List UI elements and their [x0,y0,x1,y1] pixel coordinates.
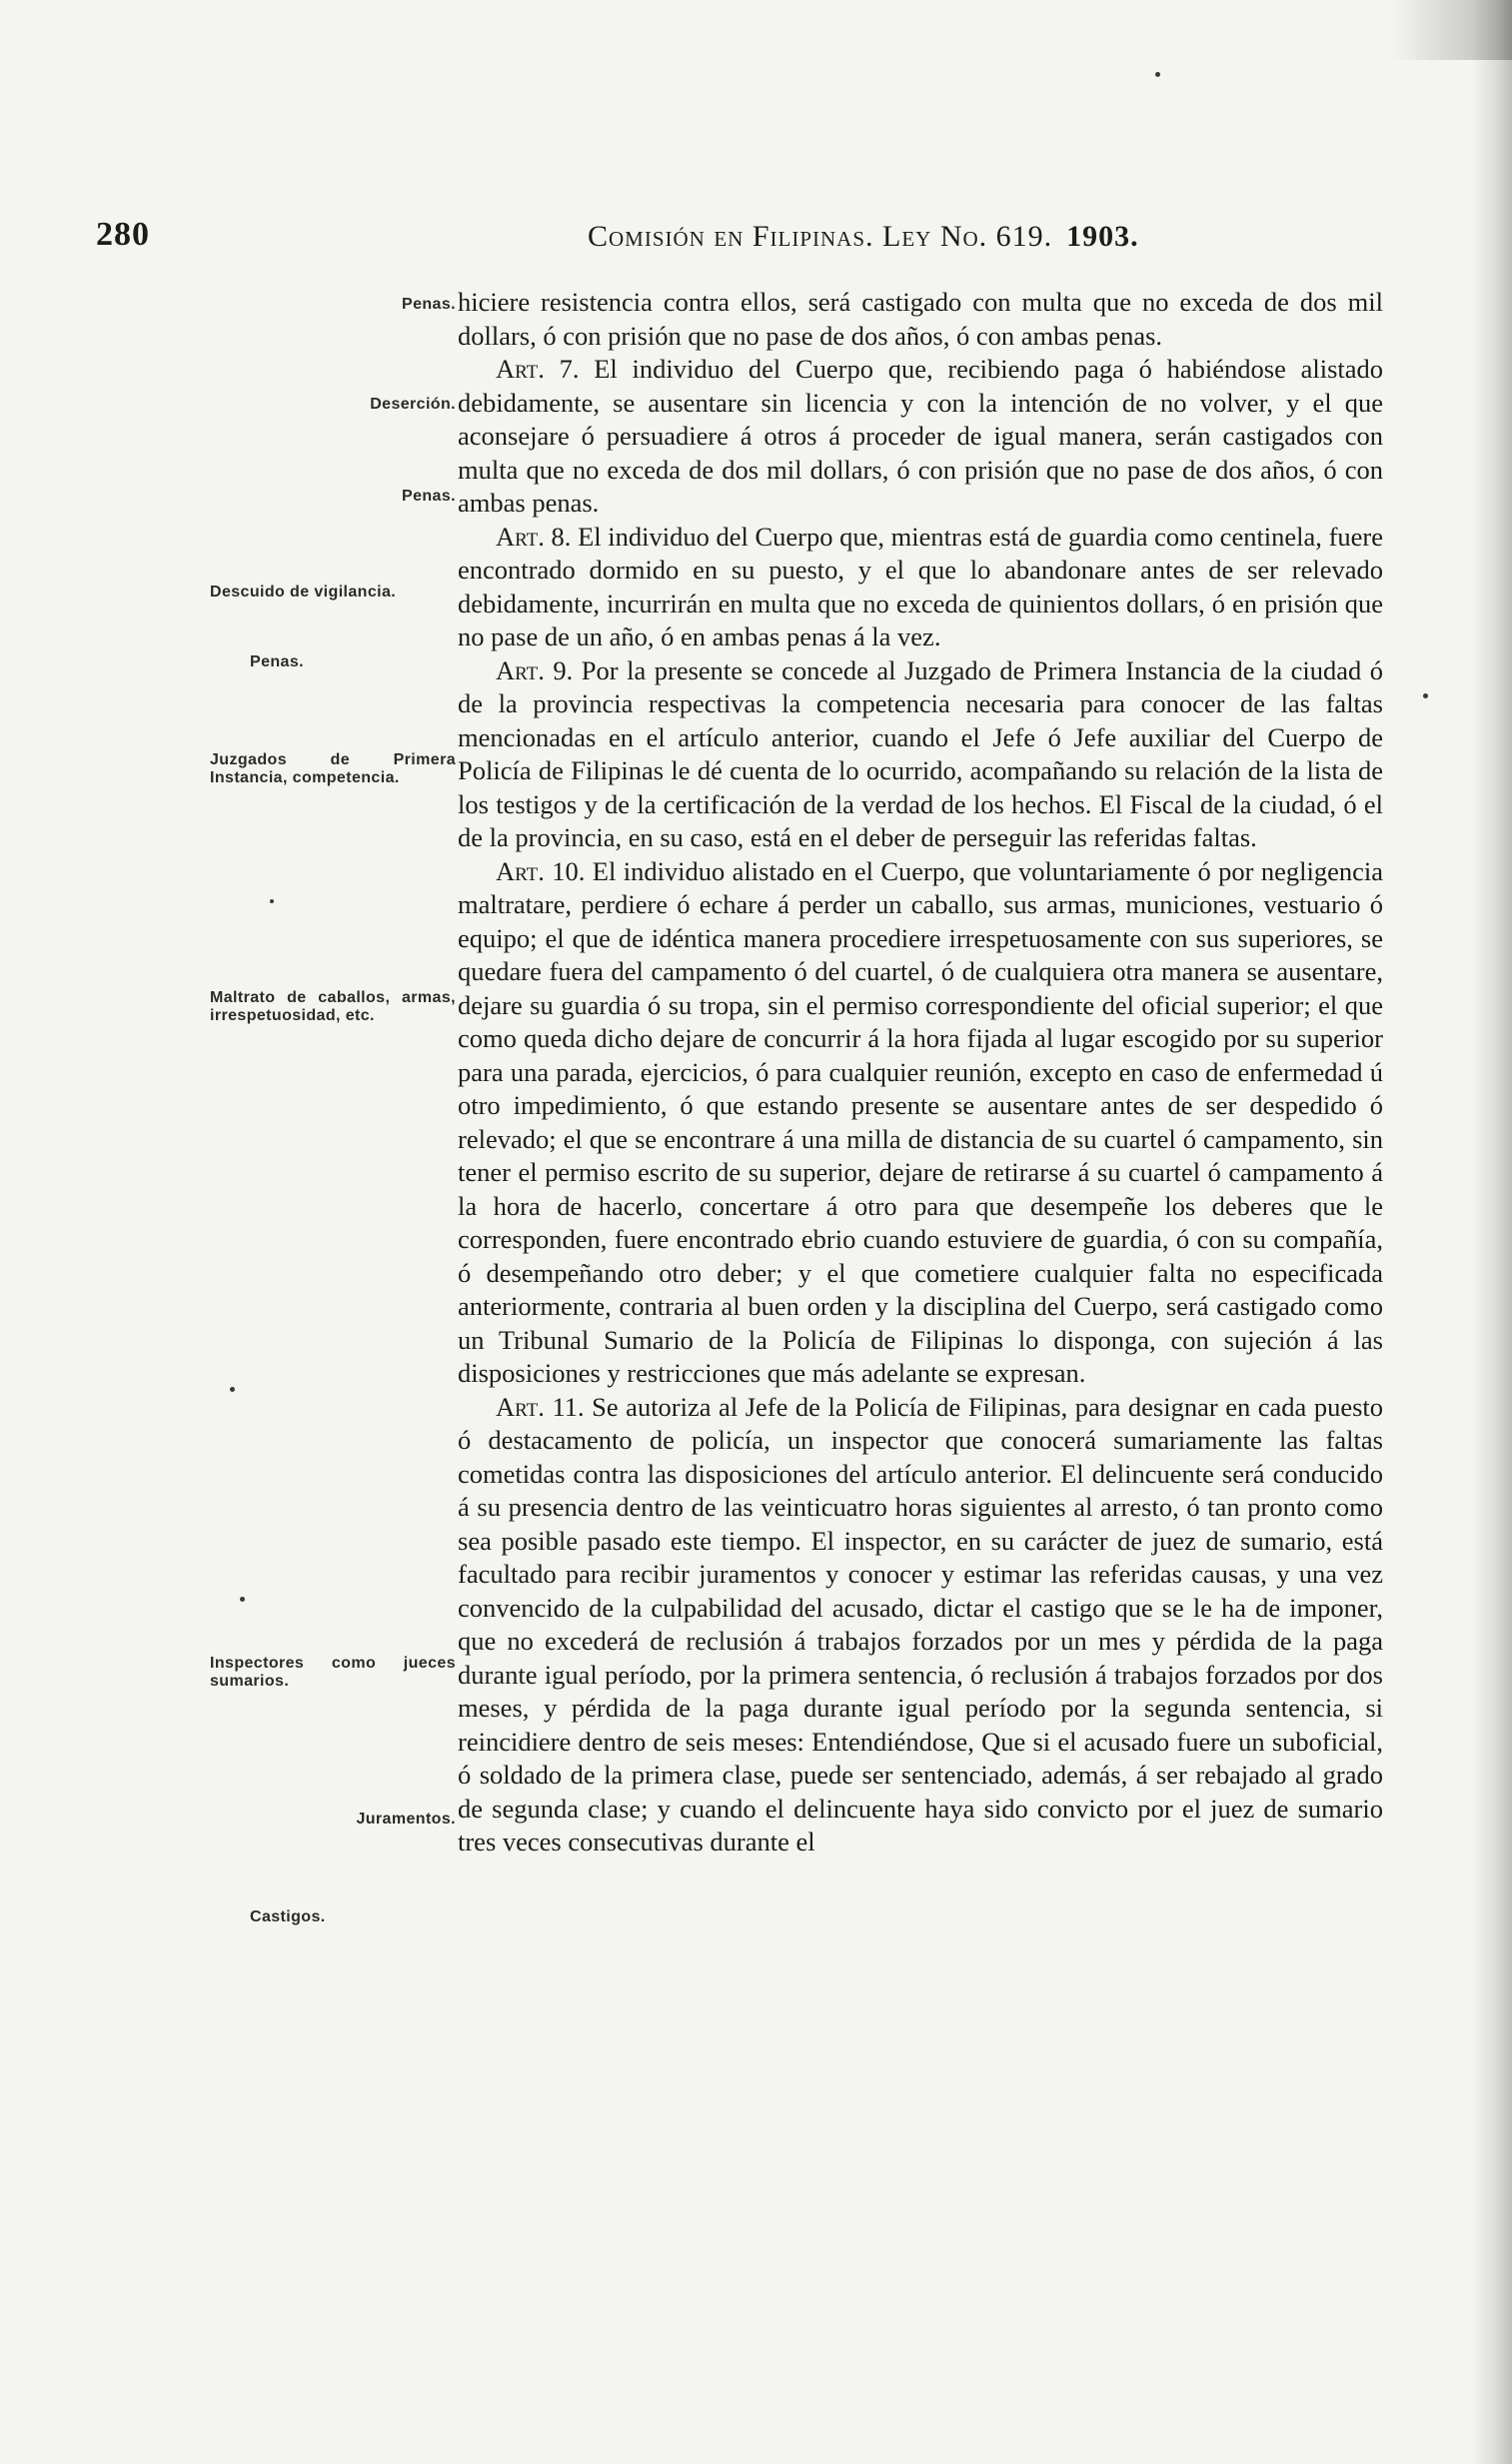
article-text: Se autoriza al Jefe de la Policía de Filipinas, para designar en cada puesto ó destacamento de policía, un inspector que conocerá sumariamente las faltas cometidas contra las disposiciones del artículo anterior. El delincuente será conducido á su presencia dentro de las veinticuatro horas siguientes al arresto, ó tan pronto como sea posible pasado este tiempo. El inspector, en su carácter de juez de sumario, está facultado para recibir juramentos y conocer y estimar las referidas causas, y una vez convencido de la culpabilidad del acusado, dictar el castigo que se le ha de imponer, que no excederá de reclusión á trabajos forzados por un mes y pérdida de la paga durante igual período, por la primera sentencia, ó reclusión á trabajos forzados por dos meses, y pérdida de la paga durante igual período por la segunda sentencia, si reincidiere dentro de seis meses: Entendiéndose, Que si el acusado fuere un suboficial, ó soldado de la primera clase, puede ser sentenciado, además, á ser rebajado al grado de segunda clase; y cuando el delincuente haya sido convicto por el juez de sumario tres veces consecutivas durante el [458,1391,1384,1856]
scan-speck [240,1597,245,1602]
scan-speck [1423,693,1428,698]
article-text: El individuo del Cuerpo que, mientras está de guardia como centinela, fuere encontrado dormido en su puesto, y el que lo abandonare antes de ser relevado debidamente, incurrirán en multa que no exceda de quinientos dollars, ó en prisión que no pase de un año, ó en ambas penas á la vez. [458,521,1383,651]
sidenote-penas: Penas. [402,296,456,313]
article-10 [458,855,1383,1391]
running-head [588,220,1139,254]
sidenote-descuido-vigilancia: Descuido de vigilancia. [210,584,397,601]
article-text: El individuo alistado en el Cuerpo, que voluntariamente ó por negligencia maltratare, perdiere ó echare á perder un caballo, sus armas, municiones, vestuario ó equipo; el que de idéntica manera procediere irrespetuosamente con sus superiores, se quedare fuera del campamento ó del cuartel, ó de cualquiera otra manera se ausentare, dejare su guardia ó su tropa, sin el permiso correspondiente del oficial superior; el que como queda dicho dejare de concurrir á la hora fijada al lugar escogido por su superior para una parada, ejercicios, ó para cualquier reunión, excepto en caso de enfermedad ú otro impedimiento, ó que estando presente se ausentare antes de ser despedido ó relevado; el que se encontrare á una milla de distancia de su cuartel ó campamento, sin tener el permiso escrito de su superior, dejare de retirarse á su cuartel ó campamento á la hora de hacerlo, concertare á otro para que desempeñe los deberes que le corresponden, fuere encontrado ebrio cuando estuviere de guardia, ó con su compañía, ó desempeñando otro deber; y el que cometiere cualquier falta no especificada anteriormente, contraria al buen orden y la disciplina del Cuerpo, será castigado como un Tribunal Sumario de la Policía de Filipinas lo disponga, con sujeción á las disposiciones y restricciones que más adelante se expresan. [458,855,1383,1388]
scan-speck [1155,72,1160,77]
scan-speck [270,899,274,903]
running-head-title: Comisión en Filipinas. Ley No. 619. [588,220,1053,253]
scan-speck [230,1387,235,1392]
article-text: Por la presente se concede al Juzgado de Primera Instancia de la ciudad ó de la provincia respectivas la competencia necesaria para conocer de las faltas mencionadas en el artículo anterior, cuando el Jefe ó Jefe auxiliar del Cuerpo de Policía de Filipinas le dé cuenta de lo ocurrido, acompañando su relación de la lista de los testigos y de la certificación de la verdad de los hechos. El Fiscal de la ciudad, ó el de la provincia, en su caso, está en el deber de perseguir las referidas faltas. [458,654,1383,852]
page-number: 280 [96,216,150,253]
article-label: Art. 9. [496,654,574,685]
sidenote-inspectores-jueces: Inspectores como jueces sumarios. [210,1655,456,1690]
article-9 [458,654,1383,855]
article-label: Art. 8. [496,521,572,552]
article-label: Art. 10. [496,855,586,886]
body-text [458,286,1383,1859]
article-7 [458,353,1383,521]
running-head-year: 1903. [1066,220,1139,253]
sidenote-penas-3: Penas. [250,653,304,670]
sidenote-desercion: Deserción. [370,396,456,413]
scan-corner-shadow [1392,0,1512,60]
article-11 [458,1391,1383,1859]
article-8 [458,521,1383,654]
sidenote-castigos: Castigos. [250,1908,326,1925]
article-label: Art. 11. [496,1391,585,1422]
sidenote-penas-2: Penas. [402,488,456,505]
paragraph-text: hiciere resistencia contra ellos, será castigado con multa que no exceda de dos mil dollars, ó con prisión que no pase de dos años, ó con ambas penas. [458,287,1383,351]
article-label: Art. 7. [496,354,580,384]
article-text: El individuo del Cuerpo que, recibiendo paga ó habiéndose alistado debidamente, se ausentare sin licencia y con la intención de no volver, y el que aconsejare ó persuadiere á otros á proceder de igual manera, serán castigados con multa que no exceda de dos mil dollars, ó con prisión que no pase de dos años, ó con ambas penas. [458,354,1384,518]
paragraph-continuation [458,286,1383,353]
sidenote-juzgados-primera-instancia: Juzgados de Primera Instancia, competencia. [210,751,456,786]
page-edge-shadow [1472,0,1512,2464]
page-header [96,216,1265,266]
sidenote-maltrato-caballos: Maltrato de caballos, armas, irrespetuosidad, etc. [210,989,456,1024]
sidenote-juramentos: Juramentos. [356,1811,456,1828]
